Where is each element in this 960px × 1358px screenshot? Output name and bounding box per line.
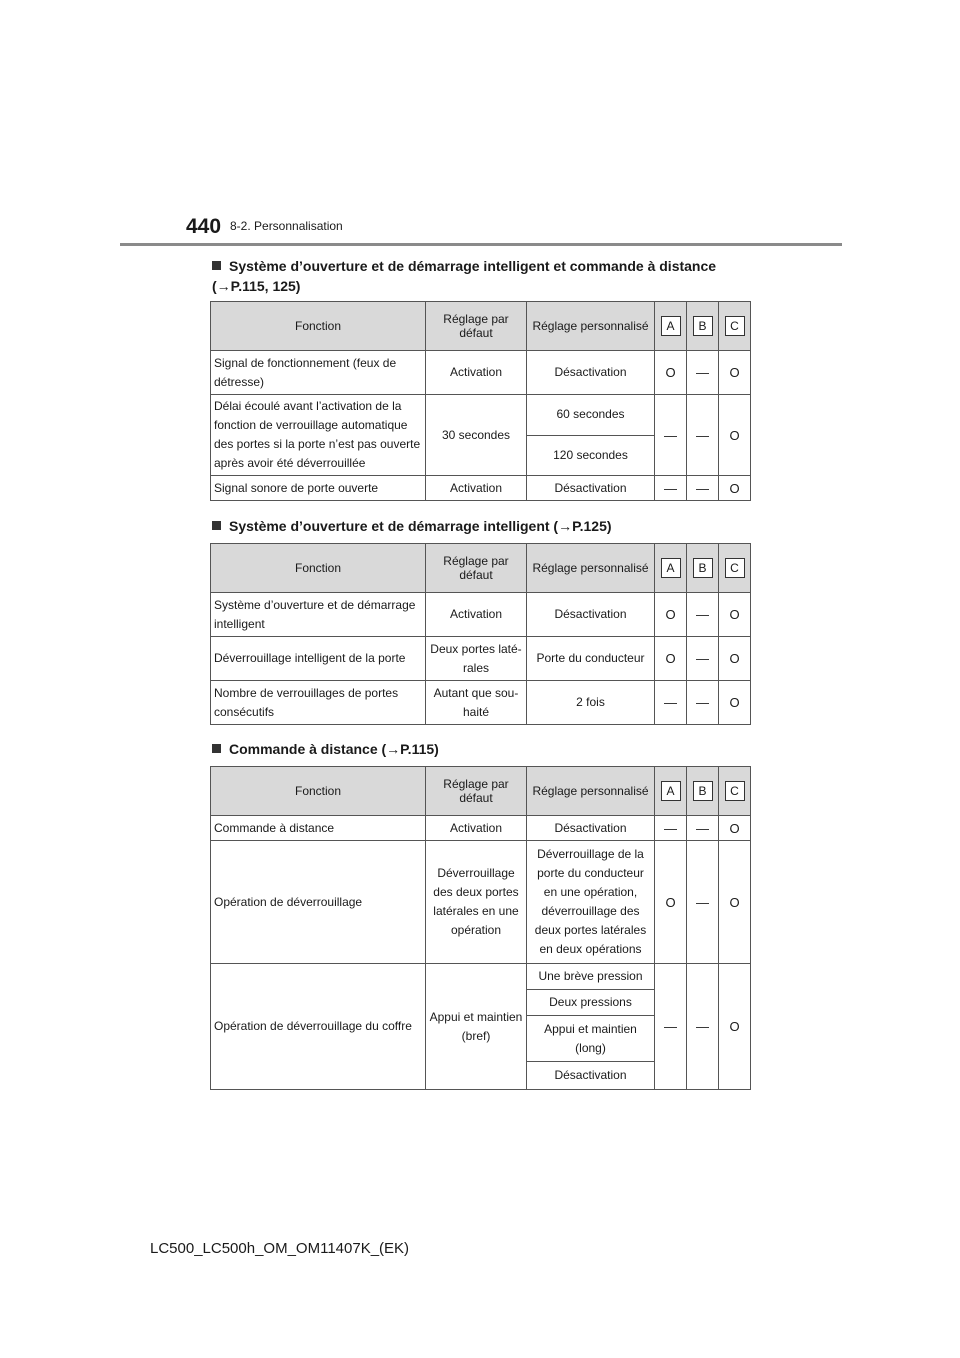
- cell-c: O: [719, 637, 751, 681]
- cell-c: O: [719, 681, 751, 725]
- cell-perso: Déverrouillage de la porte du conducteur en une opération, déverrouillage des deux portes latérales en deux opérations: [527, 841, 655, 964]
- cell-a: O: [655, 637, 687, 681]
- cell-b: —: [687, 964, 719, 1090]
- cell-c: O: [719, 476, 751, 501]
- cell-a: —: [655, 681, 687, 725]
- cell-fonction: Commande à distance: [211, 816, 426, 841]
- cell-defaut: Deux portes laté-rales: [426, 637, 527, 681]
- page-number: 440: [186, 215, 222, 238]
- col-reglage-defaut: Réglage par défaut: [426, 302, 527, 351]
- cell-b: —: [687, 351, 719, 395]
- section-heading-3: Commande à distance (→P.115): [212, 739, 752, 759]
- cell-perso: Désactivation: [527, 351, 655, 395]
- col-reglage-perso: Réglage personnalisé: [527, 302, 655, 351]
- cell-fonction: Opération de déverrouillage: [211, 841, 426, 964]
- col-fonction: Fonction: [211, 767, 426, 816]
- cell-defaut: Activation: [426, 476, 527, 501]
- settings-table-1: [210, 301, 751, 501]
- cell-b: —: [687, 681, 719, 725]
- cell-perso: Désactivation: [527, 593, 655, 637]
- cell-fonction: Opération de déverrouillage du coffre: [211, 964, 426, 1090]
- cell-c: O: [719, 964, 751, 1090]
- cell-defaut: Autant que sou-haité: [426, 681, 527, 725]
- settings-table-3: [210, 766, 751, 1090]
- cell-fonction: Signal de fonctionnement (feux de détresse): [211, 351, 426, 395]
- cell-a: O: [655, 593, 687, 637]
- col-c: C: [719, 544, 751, 593]
- cell-perso: Appui et maintien (long): [527, 1016, 655, 1062]
- table-row: [211, 351, 751, 395]
- col-b: B: [687, 767, 719, 816]
- table-row: [211, 395, 751, 436]
- square-bullet-icon: [212, 744, 221, 753]
- cell-a: O: [655, 841, 687, 964]
- table-header-row: [211, 302, 751, 351]
- cell-c: O: [719, 395, 751, 476]
- cell-perso: Porte du conducteur: [527, 637, 655, 681]
- cell-defaut: Activation: [426, 351, 527, 395]
- cell-perso: 60 secondes: [527, 395, 655, 436]
- cell-perso: 120 secondes: [527, 435, 655, 476]
- col-c: C: [719, 302, 751, 351]
- col-fonction: Fonction: [211, 302, 426, 351]
- cell-fonction: Signal sonore de porte ouverte: [211, 476, 426, 501]
- cell-defaut: Activation: [426, 816, 527, 841]
- cell-a: —: [655, 816, 687, 841]
- cell-perso: Désactivation: [527, 476, 655, 501]
- cell-a: —: [655, 395, 687, 476]
- cell-c: O: [719, 841, 751, 964]
- col-reglage-defaut: Réglage par défaut: [426, 544, 527, 593]
- table-row: [211, 816, 751, 841]
- cell-perso: Une brève pression: [527, 964, 655, 990]
- table-row: [211, 964, 751, 990]
- col-fonction: Fonction: [211, 544, 426, 593]
- section-heading-1: Système d’ouverture et de démarrage intelligent et commande à distance (→P.115, 125): [212, 258, 717, 294]
- table-row: [211, 637, 751, 681]
- settings-table-2: [210, 543, 751, 725]
- cell-b: —: [687, 841, 719, 964]
- cell-defaut: 30 secondes: [426, 395, 527, 476]
- cell-defaut: Appui et maintien (bref): [426, 964, 527, 1090]
- table-row: [211, 841, 751, 964]
- col-a: A: [655, 767, 687, 816]
- cell-b: —: [687, 395, 719, 476]
- col-c: C: [719, 767, 751, 816]
- chapter-title: 8-2. Personnalisation: [230, 219, 343, 233]
- col-a: A: [655, 302, 687, 351]
- cell-b: —: [687, 816, 719, 841]
- cell-b: —: [687, 593, 719, 637]
- table-header-row: [211, 544, 751, 593]
- cell-b: —: [687, 476, 719, 501]
- cell-c: O: [719, 593, 751, 637]
- table-row: [211, 593, 751, 637]
- cell-perso: Désactivation: [527, 1062, 655, 1090]
- cell-fonction: Déverrouillage intelligent de la porte: [211, 637, 426, 681]
- col-reglage-defaut: Réglage par défaut: [426, 767, 527, 816]
- table-row: [211, 476, 751, 501]
- table-row: [211, 681, 751, 725]
- cell-perso: 2 fois: [527, 681, 655, 725]
- table-header-row: [211, 767, 751, 816]
- cell-c: O: [719, 816, 751, 841]
- col-reglage-perso: Réglage personnalisé: [527, 544, 655, 593]
- cell-fonction: Nombre de verrouillages de portes consécutifs: [211, 681, 426, 725]
- square-bullet-icon: [212, 521, 221, 530]
- cell-fonction: Système d’ouverture et de démarrage intelligent: [211, 593, 426, 637]
- col-reglage-perso: Réglage personnalisé: [527, 767, 655, 816]
- header-rule: [120, 243, 842, 246]
- square-bullet-icon: [212, 261, 221, 270]
- cell-defaut: Déverrouillage des deux portes latérales en une opération: [426, 841, 527, 964]
- cell-c: O: [719, 351, 751, 395]
- cell-fonction: Délai écoulé avant l’activation de la fonction de verrouillage automatique des portes si la porte n’est pas ouverte après avoir été déverrouillée: [211, 395, 426, 476]
- footer-code: LC500_LC500h_OM_OM11407K_(EK): [150, 1240, 410, 1257]
- cell-a: O: [655, 351, 687, 395]
- cell-a: —: [655, 476, 687, 501]
- col-a: A: [655, 544, 687, 593]
- col-b: B: [687, 544, 719, 593]
- cell-a: —: [655, 964, 687, 1090]
- section-heading-2: Système d’ouverture et de démarrage intelligent (→P.125): [212, 516, 752, 536]
- cell-b: —: [687, 637, 719, 681]
- col-b: B: [687, 302, 719, 351]
- cell-perso: Deux pressions: [527, 990, 655, 1016]
- cell-perso: Désactivation: [527, 816, 655, 841]
- cell-defaut: Activation: [426, 593, 527, 637]
